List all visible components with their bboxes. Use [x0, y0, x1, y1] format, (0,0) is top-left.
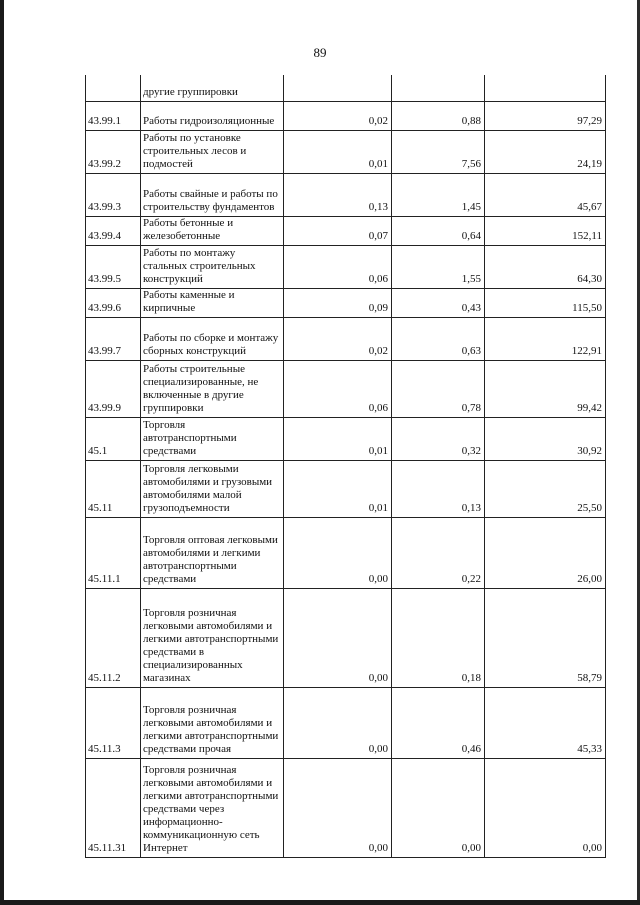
- row-code: 43.99.1: [86, 101, 141, 130]
- row-code: 45.11.31: [86, 758, 141, 857]
- row-value-3: 0,00: [485, 758, 606, 857]
- row-value-2: 0,00: [392, 758, 485, 857]
- row-value-2: 0,43: [392, 288, 485, 317]
- row-name: Торговля автотранспортными средствами: [141, 417, 284, 460]
- table-row: [86, 101, 606, 130]
- row-value-2: 0,18: [392, 588, 485, 687]
- row-value-1: 0,01: [284, 130, 392, 173]
- row-name: Работы строительные специализированные, не включенные в другие группировки: [141, 360, 284, 417]
- row-value-3: 25,50: [485, 460, 606, 517]
- row-code: 43.99.6: [86, 288, 141, 317]
- table-row: [86, 288, 606, 317]
- table-row: [86, 245, 606, 288]
- row-code: 45.11.3: [86, 687, 141, 758]
- row-value-3: [485, 75, 606, 101]
- row-value-2: 0,22: [392, 517, 485, 588]
- row-value-2: 1,45: [392, 173, 485, 216]
- row-code: 45.11.1: [86, 517, 141, 588]
- table-row: [86, 417, 606, 460]
- row-value-3: 97,29: [485, 101, 606, 130]
- row-code: 43.99.2: [86, 130, 141, 173]
- row-value-1: 0,09: [284, 288, 392, 317]
- row-value-3: 26,00: [485, 517, 606, 588]
- row-value-2: 7,56: [392, 130, 485, 173]
- table-body: [86, 75, 606, 857]
- table-row: [86, 517, 606, 588]
- row-value-1: 0,00: [284, 517, 392, 588]
- row-code: 45.11: [86, 460, 141, 517]
- row-value-2: 0,64: [392, 216, 485, 245]
- row-value-1: 0,01: [284, 417, 392, 460]
- row-code: 43.99.3: [86, 173, 141, 216]
- row-value-1: 0,02: [284, 317, 392, 360]
- row-code: [86, 75, 141, 101]
- row-name: Работы по сборке и монтажу сборных конструкций: [141, 317, 284, 360]
- row-value-1: 0,01: [284, 460, 392, 517]
- row-value-2: [392, 75, 485, 101]
- row-value-1: 0,06: [284, 245, 392, 288]
- row-code: 43.99.9: [86, 360, 141, 417]
- table-row: [86, 758, 606, 857]
- row-value-2: 0,46: [392, 687, 485, 758]
- row-value-3: 115,50: [485, 288, 606, 317]
- row-name: Работы бетонные и железобетонные: [141, 216, 284, 245]
- row-value-2: 0,13: [392, 460, 485, 517]
- table-row: [86, 75, 606, 101]
- row-name: Работы каменные и кирпичные: [141, 288, 284, 317]
- table-row: [86, 216, 606, 245]
- row-value-3: 64,30: [485, 245, 606, 288]
- table-row: [86, 317, 606, 360]
- row-name: Торговля розничная легковыми автомобилями и легкими автотранспортными средствами прочая: [141, 687, 284, 758]
- row-name: Работы свайные и работы по строительству фундаментов: [141, 173, 284, 216]
- row-value-1: 0,00: [284, 758, 392, 857]
- row-name: Работы по установке строительных лесов и подмостей: [141, 130, 284, 173]
- row-value-1: 0,00: [284, 588, 392, 687]
- row-name: Торговля оптовая легковыми автомобилями и легкими автотранспортными средствами: [141, 517, 284, 588]
- row-code: 45.1: [86, 417, 141, 460]
- row-code: 43.99.4: [86, 216, 141, 245]
- row-value-2: 0,88: [392, 101, 485, 130]
- row-value-1: 0,06: [284, 360, 392, 417]
- row-value-3: 58,79: [485, 588, 606, 687]
- data-table: [85, 75, 606, 858]
- row-code: 43.99.5: [86, 245, 141, 288]
- table-row: [86, 588, 606, 687]
- row-value-2: 0,63: [392, 317, 485, 360]
- scan-border-bottom: [0, 900, 640, 905]
- row-value-2: 1,55: [392, 245, 485, 288]
- scan-border-left: [0, 0, 4, 905]
- row-value-3: 45,33: [485, 687, 606, 758]
- row-value-3: 122,91: [485, 317, 606, 360]
- row-value-1: 0,07: [284, 216, 392, 245]
- row-name: Работы гидроизоляционные: [141, 101, 284, 130]
- row-name: Торговля розничная легковыми автомобилями и легкими автотранспортными средствами в специализированных магазинах: [141, 588, 284, 687]
- row-value-1: [284, 75, 392, 101]
- row-value-3: 152,11: [485, 216, 606, 245]
- table-row: [86, 460, 606, 517]
- row-value-3: 45,67: [485, 173, 606, 216]
- row-value-1: 0,13: [284, 173, 392, 216]
- row-value-2: 0,32: [392, 417, 485, 460]
- row-value-2: 0,78: [392, 360, 485, 417]
- row-value-3: 24,19: [485, 130, 606, 173]
- row-value-3: 30,92: [485, 417, 606, 460]
- row-value-3: 99,42: [485, 360, 606, 417]
- table-row: [86, 687, 606, 758]
- row-value-1: 0,00: [284, 687, 392, 758]
- row-name: Торговля розничная легковыми автомобилями и легкими автотранспортными средствами через информационно-коммуникационную сеть Интернет: [141, 758, 284, 857]
- row-code: 45.11.2: [86, 588, 141, 687]
- table-row: [86, 173, 606, 216]
- row-name: Работы по монтажу стальных строительных конструкций: [141, 245, 284, 288]
- row-name: другие группировки: [141, 75, 284, 101]
- row-code: 43.99.7: [86, 317, 141, 360]
- table-row: [86, 360, 606, 417]
- row-name: Торговля легковыми автомобилями и грузовыми автомобилями малой грузоподъемности: [141, 460, 284, 517]
- row-value-1: 0,02: [284, 101, 392, 130]
- page-number: 89: [313, 45, 327, 60]
- table-row: [86, 130, 606, 173]
